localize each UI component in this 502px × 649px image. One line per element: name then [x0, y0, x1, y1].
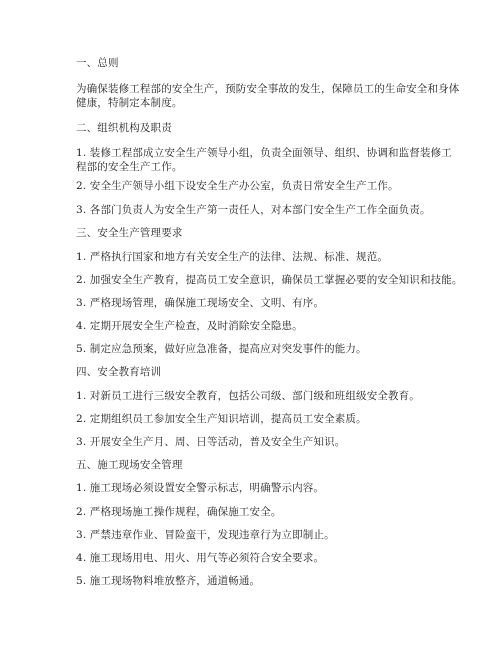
section-heading-site-safety: 五、施工现场安全管理 [76, 459, 183, 471]
list-item: 4. 定期开展安全生产检查，及时消除安全隐患。 [76, 320, 303, 332]
list-item: 1. 施工现场必须设置安全警示标志，明确警示内容。 [76, 482, 325, 494]
list-item: 3. 严禁违章作业、冒险蛮干，发现违章行为立即制止。 [76, 529, 335, 541]
list-item: 3. 开展安全生产月、周、日等活动，普及安全生产知识。 [76, 436, 346, 448]
list-item: 2. 加强安全生产教育，提高员工安全意识，确保员工掌握必要的安全知识和技能。 [76, 274, 463, 286]
section-heading-management: 三、安全生产管理要求 [76, 227, 183, 239]
list-item: 2. 定期组织员工参加安全生产知识培训，提高员工安全素质。 [76, 413, 367, 425]
list-item: 1. 严格执行国家和地方有关安全生产的法律、法规、标准、规范。 [76, 251, 389, 263]
list-item-continuation: 程部的安全生产工作。 [76, 161, 183, 173]
list-item: 1. 对新员工进行三级安全教育，包括公司级、部门级和班组级安全教育。 [76, 390, 420, 402]
paragraph-line: 健康，特制定本制度。 [76, 97, 183, 109]
list-item: 2. 严格现场施工操作规程，确保施工安全。 [76, 506, 282, 518]
section-heading-general: 一、总则 [76, 57, 119, 69]
list-item: 5. 施工现场物料堆放整齐，通道畅通。 [76, 575, 261, 587]
paragraph-line: 为确保装修工程部的安全生产，预防安全事故的发生，保障员工的生命安全和身体 [76, 83, 460, 95]
list-item: 4. 施工现场用电、用火、用气等必须符合安全要求。 [76, 552, 325, 564]
list-item: 1. 装修工程部成立安全生产领导小组，负责全面领导、组织、协调和监督装修工 [76, 147, 452, 159]
section-heading-training: 四、安全教育培训 [76, 366, 162, 378]
list-item: 3. 严格现场管理，确保施工现场安全、文明、有序。 [76, 297, 325, 309]
list-item: 3. 各部门负责人为安全生产第一责任人，对本部门安全生产工作全面负责。 [76, 204, 431, 216]
list-item: 2. 安全生产领导小组下设安全生产办公室，负责日常安全生产工作。 [76, 180, 399, 192]
section-heading-organization: 二、组织机构及职责 [76, 122, 172, 134]
list-item: 5. 制定应急预案，做好应急准备，提高应对突发事件的能力。 [76, 343, 367, 355]
